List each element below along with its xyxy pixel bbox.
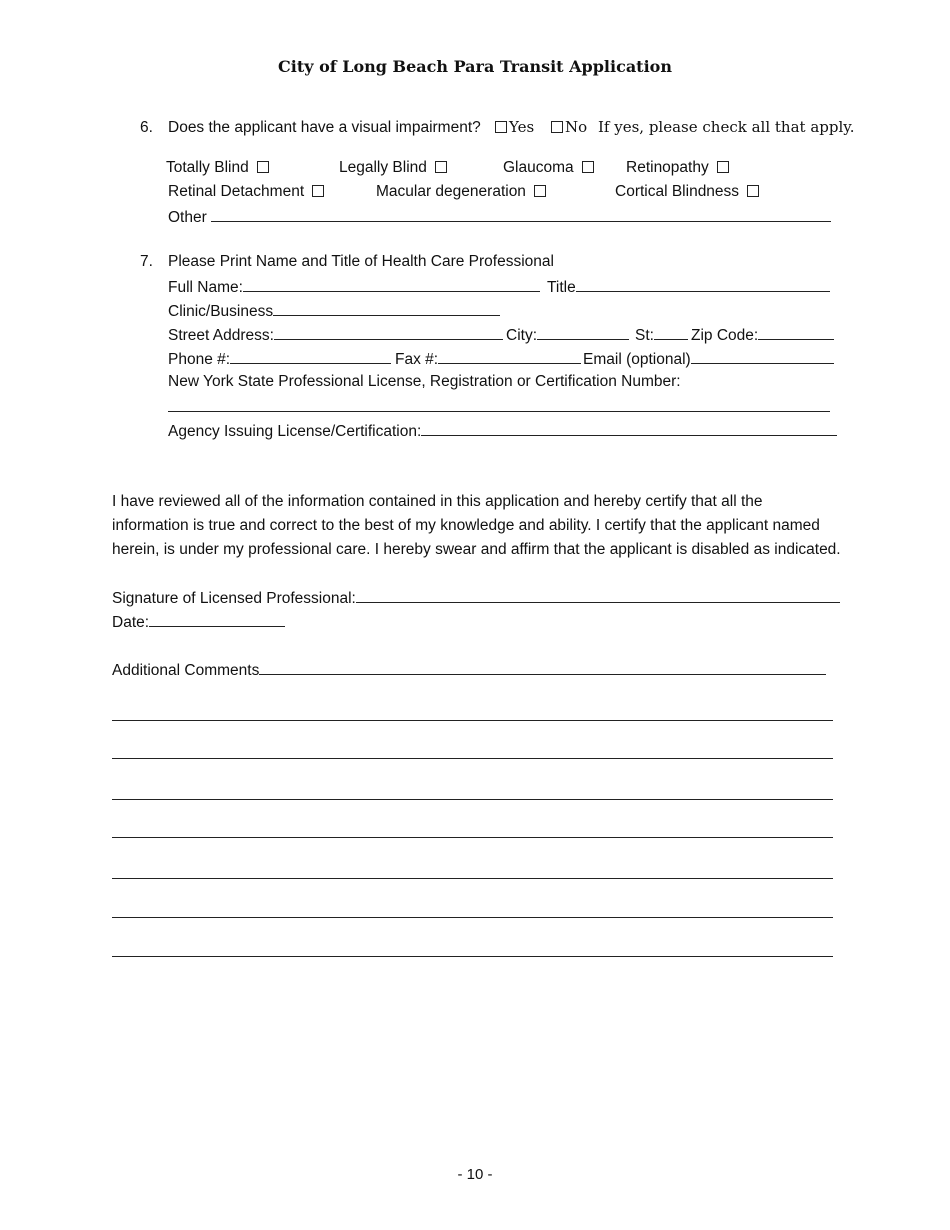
clinic-line[interactable]: [273, 301, 500, 316]
q6-question: Does the applicant have a visual impairment?: [168, 119, 481, 136]
option-label: Retinopathy: [626, 159, 709, 176]
street-field[interactable]: [168, 325, 503, 345]
option-label: Totally Blind: [166, 159, 249, 176]
clinic-label: Clinic/Business: [168, 303, 274, 320]
no-label: No: [565, 118, 588, 136]
q6-no-option[interactable]: [551, 118, 587, 136]
signature-label: Signature of Licensed Professional:: [112, 590, 356, 607]
street-label: Street Address:: [168, 327, 274, 344]
comment-line[interactable]: [112, 720, 833, 721]
state-field[interactable]: [635, 325, 688, 345]
comments-line[interactable]: [259, 660, 826, 675]
option-retinal-detachment[interactable]: [168, 183, 324, 201]
full-name-line[interactable]: [243, 277, 540, 292]
signature-line[interactable]: [356, 588, 840, 603]
option-label: Glaucoma: [503, 159, 574, 176]
option-glaucoma[interactable]: [503, 159, 594, 177]
date-label: Date:: [112, 614, 150, 631]
q7-number: 7.: [140, 253, 153, 270]
license-line[interactable]: [168, 411, 830, 412]
comment-line[interactable]: [112, 917, 833, 918]
other-label: Other: [168, 209, 207, 226]
comments-field[interactable]: [112, 660, 826, 680]
option-totally-blind[interactable]: [166, 159, 269, 177]
q7-heading: Please Print Name and Title of Health Care Professional: [168, 253, 554, 270]
option-label: Macular degeneration: [376, 183, 526, 200]
zip-field[interactable]: [691, 325, 834, 345]
comments-label: Additional Comments: [112, 662, 260, 679]
page-number: - 10 -: [457, 1166, 493, 1183]
option-cortical-blindness[interactable]: [615, 183, 759, 201]
city-label: City:: [506, 327, 537, 344]
option-label: Cortical Blindness: [615, 183, 740, 200]
checkbox[interactable]: [582, 161, 594, 173]
checkbox[interactable]: [534, 185, 546, 197]
yes-label: Yes: [509, 118, 535, 136]
other-field[interactable]: [168, 207, 831, 227]
checkbox[interactable]: [717, 161, 729, 173]
email-label: Email (optional): [583, 351, 691, 368]
certification-text: I have reviewed all of the information contained in this application and hereby certify that all the information is true and correct to the best of my knowledge and ability. I certify that the applicant named herein, is under my professional care. I hereby swear and affirm that the applicant is disabled as indicated.: [112, 493, 841, 558]
state-label: St:: [635, 327, 654, 344]
comment-line[interactable]: [112, 758, 833, 759]
q6-note: If yes, please check all that apply.: [598, 118, 855, 136]
q6-number: 6.: [140, 119, 153, 136]
title-field[interactable]: [547, 277, 830, 297]
zip-label: Zip Code:: [691, 327, 759, 344]
full-name-label: Full Name:: [168, 279, 243, 296]
comment-line[interactable]: [112, 878, 833, 879]
fax-line[interactable]: [438, 349, 581, 364]
option-legally-blind[interactable]: [339, 159, 447, 177]
email-field[interactable]: [583, 349, 834, 369]
no-checkbox[interactable]: [551, 121, 563, 133]
city-line[interactable]: [537, 325, 629, 340]
comment-line[interactable]: [112, 837, 833, 838]
phone-line[interactable]: [230, 349, 391, 364]
fax-field[interactable]: [395, 349, 581, 369]
option-label: Retinal Detachment: [168, 183, 305, 200]
clinic-field[interactable]: [168, 301, 500, 321]
signature-field[interactable]: [112, 588, 840, 608]
agency-field[interactable]: [168, 421, 837, 441]
agency-label: Agency Issuing License/Certification:: [168, 423, 422, 440]
street-line[interactable]: [274, 325, 503, 340]
checkbox[interactable]: [747, 185, 759, 197]
checkbox[interactable]: [435, 161, 447, 173]
yes-checkbox[interactable]: [495, 121, 507, 133]
comment-line[interactable]: [112, 799, 833, 800]
phone-field[interactable]: [168, 349, 391, 369]
checkbox[interactable]: [312, 185, 324, 197]
zip-line[interactable]: [758, 325, 834, 340]
full-name-field[interactable]: [168, 277, 540, 297]
state-line[interactable]: [654, 325, 688, 340]
title-line[interactable]: [576, 277, 830, 292]
date-field[interactable]: [112, 612, 285, 632]
agency-line[interactable]: [421, 421, 837, 436]
option-label: Legally Blind: [339, 159, 427, 176]
option-macular-degeneration[interactable]: [376, 183, 546, 201]
license-label: New York State Professional License, Registration or Certification Number:: [168, 373, 681, 390]
checkbox[interactable]: [257, 161, 269, 173]
city-field[interactable]: [506, 325, 629, 345]
option-retinopathy[interactable]: [626, 159, 729, 177]
page-title: City of Long Beach Para Transit Application: [278, 57, 672, 76]
comment-line[interactable]: [112, 956, 833, 957]
fax-label: Fax #:: [395, 351, 439, 368]
email-line[interactable]: [691, 349, 834, 364]
q6-yes-option[interactable]: [495, 118, 534, 136]
phone-label: Phone #:: [168, 351, 231, 368]
other-line[interactable]: [211, 207, 831, 222]
date-line[interactable]: [149, 612, 285, 627]
title-label: Title: [547, 279, 576, 296]
